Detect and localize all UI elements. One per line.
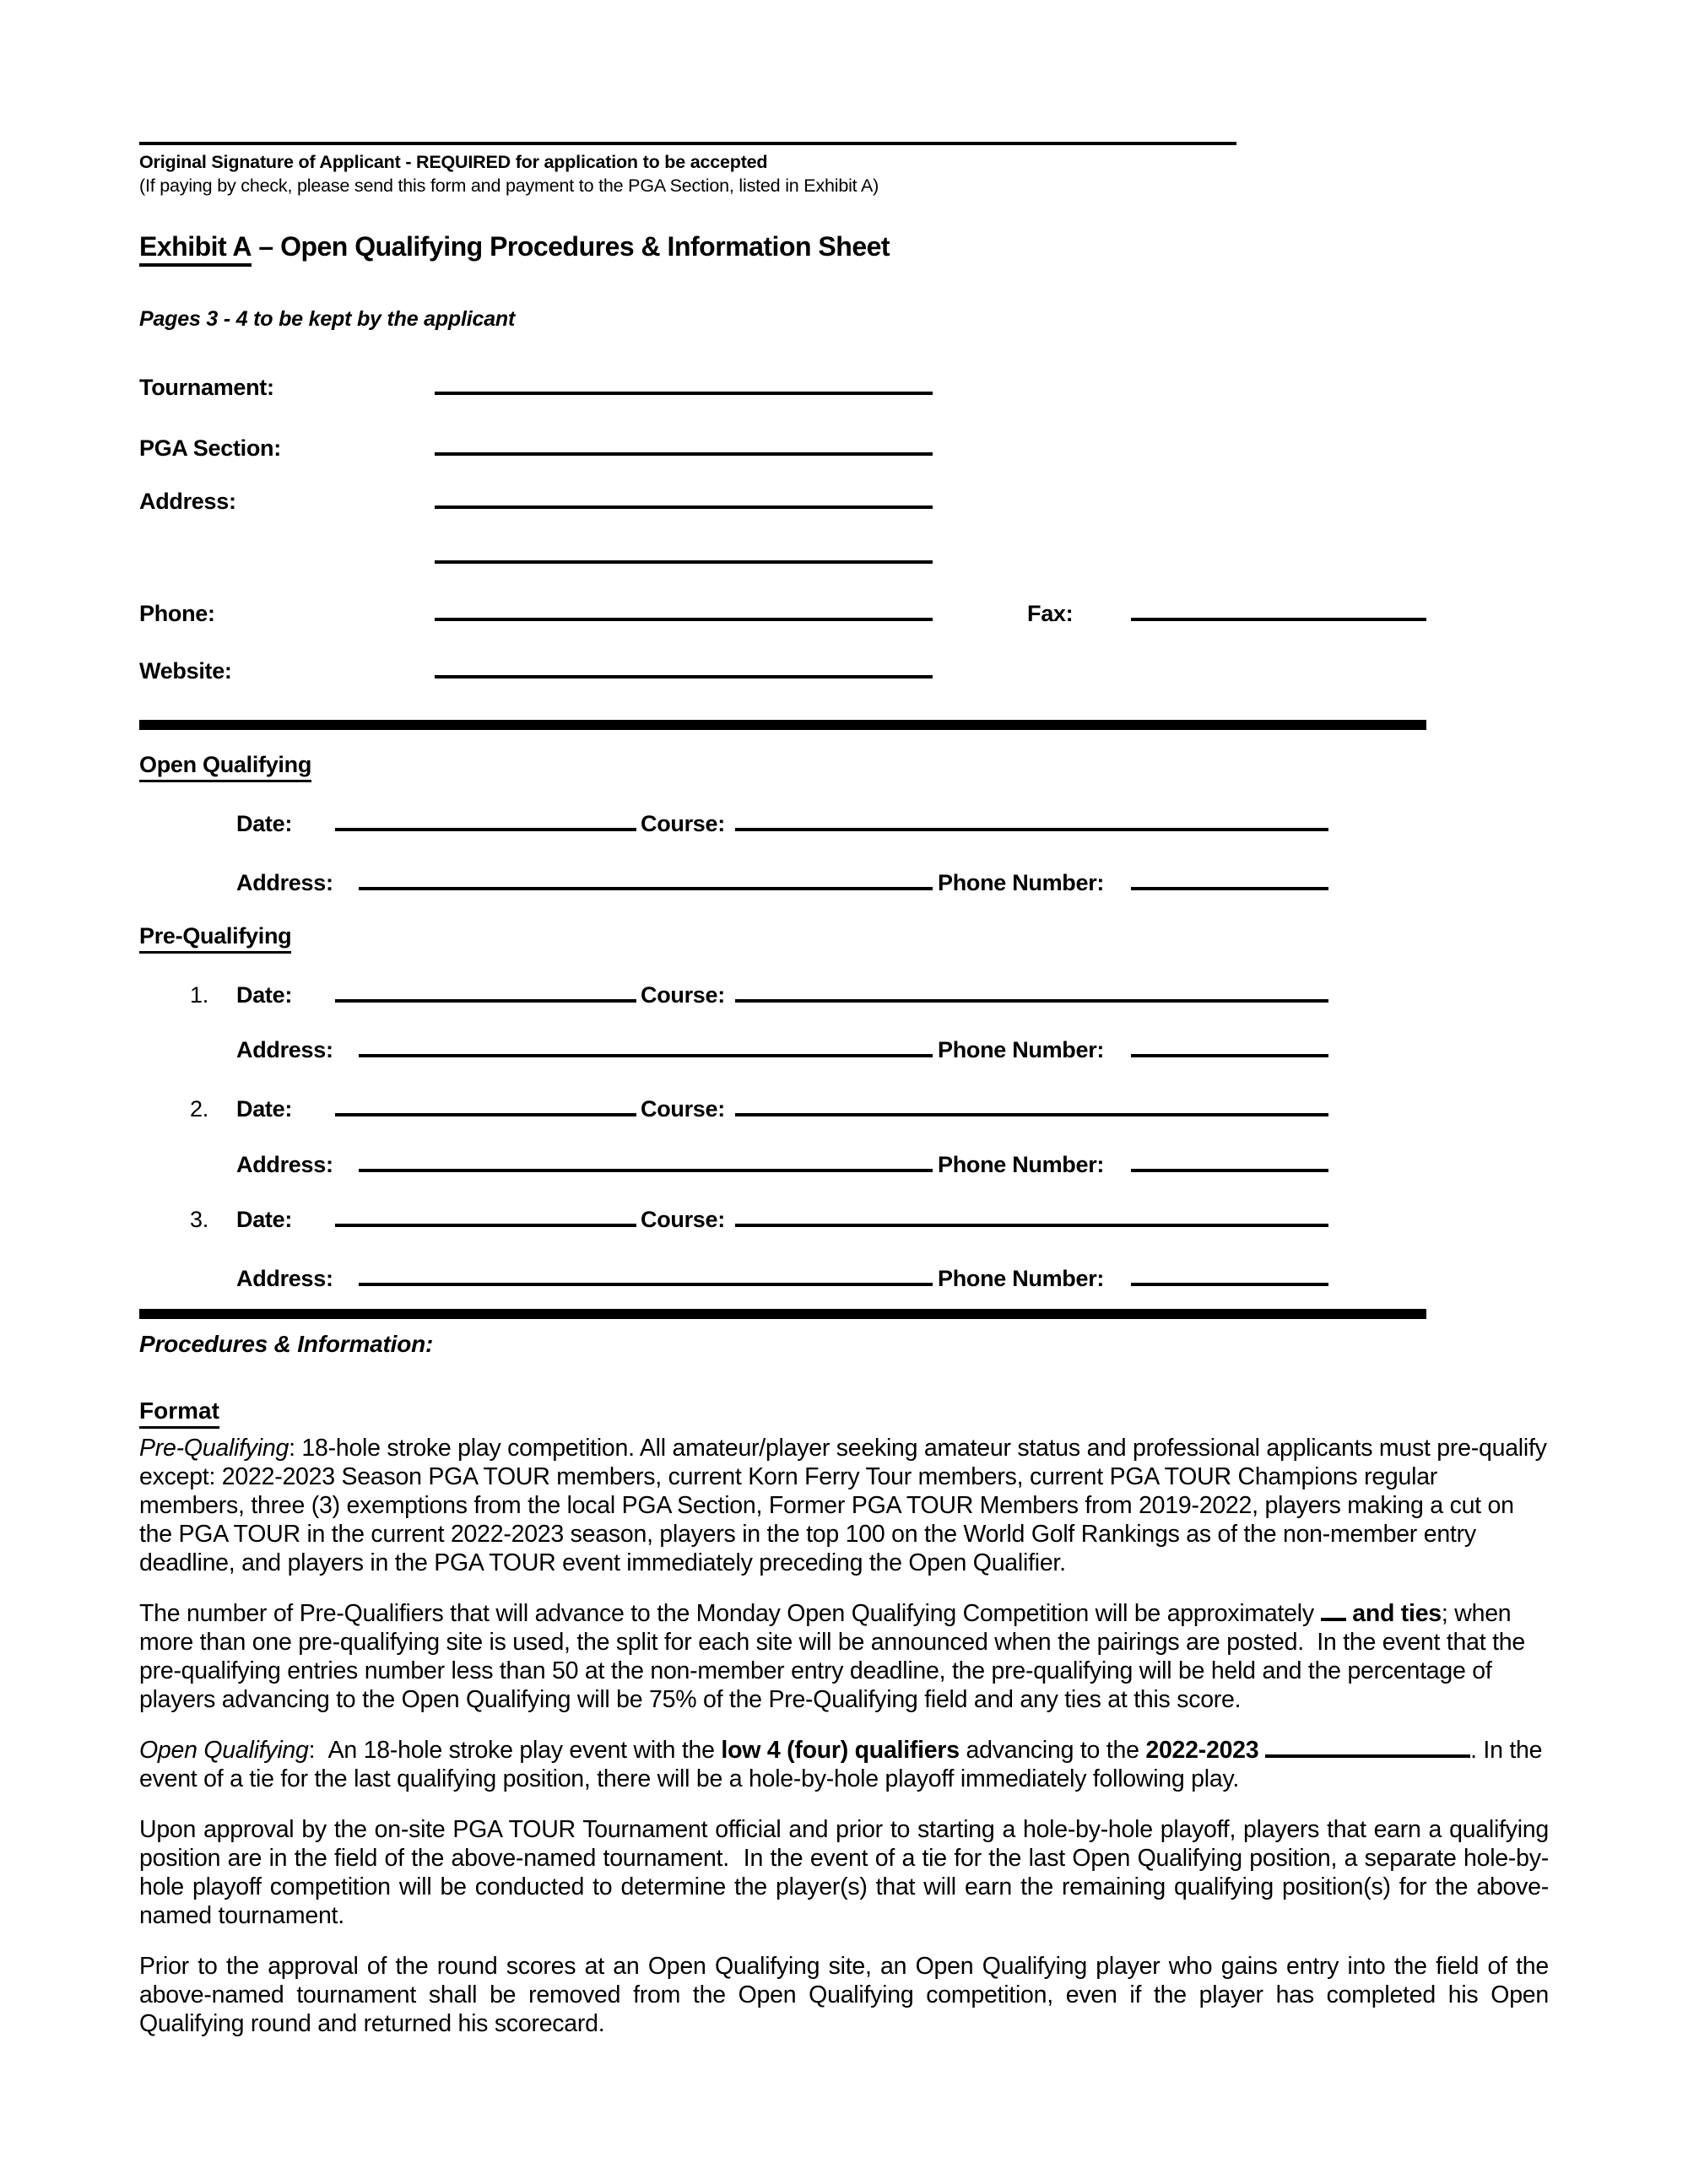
text-run: : 18-hole stroke play competition. All amateur/player seeking amateur status and professional applicants must pre-qualify except: 2022-2023 Season PGA TOUR members, current Korn Ferry Tour members, current PGA TOUR Champions regular members, three (3) exemptions from the local PGA Section, Former PGA TOUR Members from 2019-2022, players making a cut on the PGA TOUR in the current 2022-2023 season, players in the top 100 on the World Golf Rankings as of the non-member entry deadline, and players in the PGA TOUR event immediately preceding the Open Qualifier. xyxy=(139,1435,1547,1576)
text-run: 2022-2023 xyxy=(1145,1737,1259,1764)
pq3-course-blank[interactable] xyxy=(735,1219,1328,1227)
pq1-phone-number-blank[interactable] xyxy=(1131,1049,1328,1057)
phone-number-label: Phone Number: xyxy=(938,870,1105,895)
oq-phone-number-blank[interactable] xyxy=(1131,882,1328,890)
signature-line xyxy=(139,142,1236,145)
website-field-blank[interactable] xyxy=(435,670,933,678)
course-label: Course: xyxy=(641,811,725,836)
item-number: 2. xyxy=(190,1096,208,1122)
text-run: Pre-Qualifying xyxy=(139,1435,289,1462)
address-row xyxy=(139,489,933,515)
phone-label: Phone: xyxy=(139,601,215,626)
pages-note: Pages 3 - 4 to be kept by the applicant xyxy=(139,307,516,331)
course-label: Course: xyxy=(641,982,725,1008)
text-run: Prior to the approval of the round scores at an Open Qualifying site, an Open Qualifying player who gains entry into the field of the above-named tournament shall be removed from the Open Qualifying competition, even if the player has completed his Open Qualifying round and returned his scorecard. xyxy=(139,1953,1549,2037)
text-run: The number of Pre-Qualifiers that will advance to the Monday Open Qualifying Competition will be approximately xyxy=(139,1600,1321,1627)
section-divider-bar xyxy=(139,1309,1426,1319)
fax-label: Fax: xyxy=(1027,601,1074,626)
format-heading: Format xyxy=(139,1397,1549,1429)
signature-note-bold: Original Signature of Applicant - REQUIRED for application to be accepted xyxy=(139,152,768,172)
pq3-phone-number-blank[interactable] xyxy=(1131,1278,1328,1286)
pga-section-label: PGA Section: xyxy=(139,435,281,461)
pq3-address-phone-row xyxy=(236,1266,1328,1292)
pq1-address-blank[interactable] xyxy=(359,1049,933,1057)
course-label: Course: xyxy=(641,1096,725,1122)
address-label: Address: xyxy=(236,870,333,895)
website-row xyxy=(139,658,933,684)
pga-section-field-blank[interactable] xyxy=(435,447,933,456)
oq-address-blank[interactable] xyxy=(359,882,933,890)
pq1-date-course-row xyxy=(190,982,1328,1008)
phone-fax-row xyxy=(139,601,1426,627)
procedures-heading: Procedures & Information: xyxy=(139,1331,434,1357)
procedures-paragraph xyxy=(139,1434,1549,1577)
page-title-rest: – Open Qualifying Procedures & Information Sheet xyxy=(251,231,890,262)
fill-in-blank[interactable] xyxy=(1321,1613,1346,1621)
item-number: 1. xyxy=(190,982,208,1008)
address-label: Address: xyxy=(236,1037,333,1062)
text-run: . In the event of a tie for the last qualifying position, there will be a hole-by-hole playoff immediately following play. xyxy=(139,1737,1543,1792)
address-field-blank[interactable] xyxy=(435,500,933,509)
pre-qualifying-heading: Pre-Qualifying xyxy=(139,923,291,954)
open-qualifying-heading: Open Qualifying xyxy=(139,752,311,782)
pq2-date-blank[interactable] xyxy=(335,1108,636,1116)
text-run: advancing to the xyxy=(959,1737,1146,1764)
phone-number-label: Phone Number: xyxy=(938,1152,1105,1177)
phone-field-blank[interactable] xyxy=(435,613,933,621)
tournament-row xyxy=(139,375,933,401)
tournament-label: Tournament: xyxy=(139,375,274,400)
address-label: Address: xyxy=(236,1152,333,1177)
item-number: 3. xyxy=(190,1207,208,1232)
pq3-address-blank[interactable] xyxy=(359,1278,933,1286)
text-run: : An 18-hole stroke play event with the xyxy=(308,1737,722,1764)
date-label: Date: xyxy=(236,982,293,1008)
website-label: Website: xyxy=(139,658,232,684)
date-label: Date: xyxy=(236,1096,293,1122)
section-divider-bar xyxy=(139,720,1426,730)
pq1-course-blank[interactable] xyxy=(735,994,1328,1003)
pq2-phone-number-blank[interactable] xyxy=(1131,1164,1328,1172)
page-title-exhibit: Exhibit A xyxy=(139,231,252,267)
pq3-date-blank[interactable] xyxy=(335,1219,636,1227)
text-run: ; when more than one pre-qualifying site is used, the split for each site will be announced when the pairings are posted. In the event that the pre-qualifying entries number less than 50 at the non-member entry deadline, the pre-qualifying will be held and the percentage of players advancing to the Open Qualifying will be 75% of the Pre-Qualifying field and any ties at this score. xyxy=(139,1600,1525,1713)
pq2-course-blank[interactable] xyxy=(735,1108,1328,1116)
phone-number-label: Phone Number: xyxy=(938,1037,1105,1062)
procedures-paragraph xyxy=(139,1952,1549,2038)
pq1-address-phone-row xyxy=(236,1037,1328,1063)
procedures-paragraph xyxy=(139,1736,1549,1793)
pq1-date-blank[interactable] xyxy=(335,994,636,1003)
date-label: Date: xyxy=(236,811,293,836)
address-field-blank-2[interactable] xyxy=(435,560,933,564)
address-label: Address: xyxy=(139,489,236,514)
pq2-address-phone-row xyxy=(236,1152,1328,1178)
oq-address-phone-row xyxy=(236,870,1328,896)
procedures-paragraph xyxy=(139,1815,1549,1930)
pga-section-row xyxy=(139,435,933,462)
phone-number-label: Phone Number: xyxy=(938,1266,1105,1291)
address-label: Address: xyxy=(236,1266,333,1291)
tournament-field-blank[interactable] xyxy=(435,387,933,395)
text-run xyxy=(1258,1737,1265,1764)
procedures-paragraph xyxy=(139,1599,1549,1714)
text-run: Upon approval by the on-site PGA TOUR Tournament official and prior to starting a hole-by-hole playoff, players that earn a qualifying position are in the field of the above-named tournament. In the event of a tie for the last Open Qualifying position, a separate hole-by-hole playoff competition will be conducted to determine the player(s) that will earn the remaining qualifying position(s) for the above-named tournament. xyxy=(139,1816,1549,1929)
procedures-section xyxy=(139,1330,1549,2060)
oq-date-course-row xyxy=(236,811,1328,837)
page-title xyxy=(139,231,890,267)
course-label: Course: xyxy=(641,1207,725,1232)
date-label: Date: xyxy=(236,1207,293,1232)
text-run: Open Qualifying xyxy=(139,1737,309,1764)
fill-in-blank[interactable] xyxy=(1265,1749,1470,1758)
pq3-date-course-row xyxy=(190,1207,1328,1233)
fax-field-blank[interactable] xyxy=(1131,613,1426,621)
oq-date-blank[interactable] xyxy=(335,823,636,831)
pq2-date-course-row xyxy=(190,1096,1328,1122)
signature-note-paren: (If paying by check, please send this form and payment to the PGA Section, listed in Exhibit A) xyxy=(139,176,879,196)
pq2-address-blank[interactable] xyxy=(359,1164,933,1172)
text-run: and ties xyxy=(1345,1600,1442,1627)
text-run: low 4 (four) qualifiers xyxy=(721,1737,960,1764)
procedures-paragraphs xyxy=(139,1434,1549,2038)
oq-course-blank[interactable] xyxy=(735,823,1328,831)
